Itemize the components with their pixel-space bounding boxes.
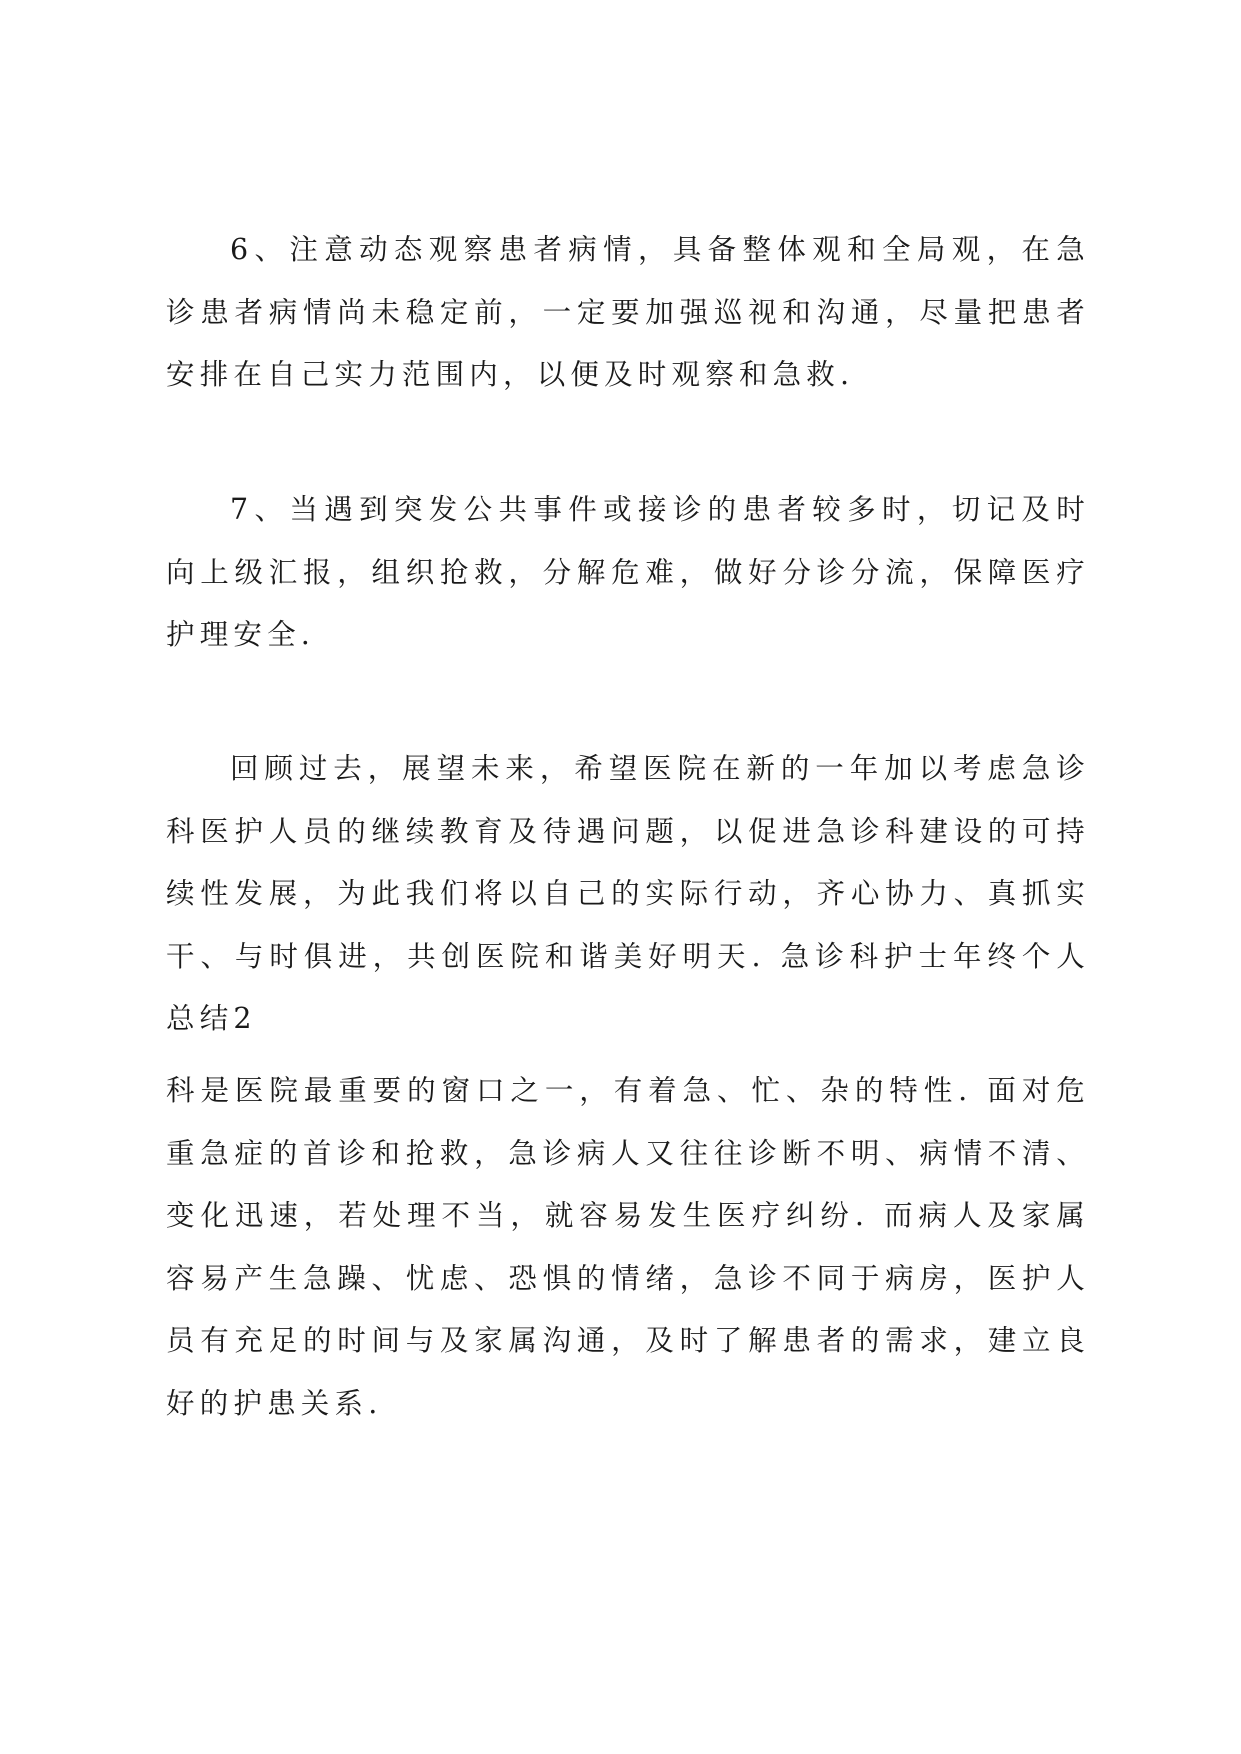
paragraph-item-6: 6、注意动态观察患者病情，具备整体观和全局观，在急诊患者病情尚未稳定前，一定要加强巡视和沟通，尽量把患者安排在自己实力范围内，以便及时观察和急救. — [166, 233, 1090, 392]
paragraph-review-outlook: 回顾过去，展望未来，希望医院在新的一年加以考虑急诊科医护人员的继续教育及待遇问题，以促进急诊科建设的可持续性发展，为此我们将以自己的实际行动，齐心协力、真抓实干、与时俱进，共创医院和谐美好明天. 急诊科护士年终个人总结2 — [166, 752, 1090, 1036]
paragraph-department-description: 科是医院最重要的窗口之一，有着急、忙、杂的特性. 面对危重急症的首诊和抢救，急诊病人又往往诊断不明、病情不清、变化迅速，若处理不当，就容易发生医疗纠纷. 而病人及家属容易产生急躁、忧虑、恐惧的情绪，急诊不同于病房，医护人员有充足的时间与及家属沟通，及时了解患者的需求，建立良好的护患关系. — [166, 1074, 1090, 1420]
paragraph-item-7: 7、当遇到突发公共事件或接诊的患者较多时，切记及时向上级汇报，组织抢救，分解危难，做好分诊分流，保障医疗护理安全. — [166, 493, 1090, 652]
